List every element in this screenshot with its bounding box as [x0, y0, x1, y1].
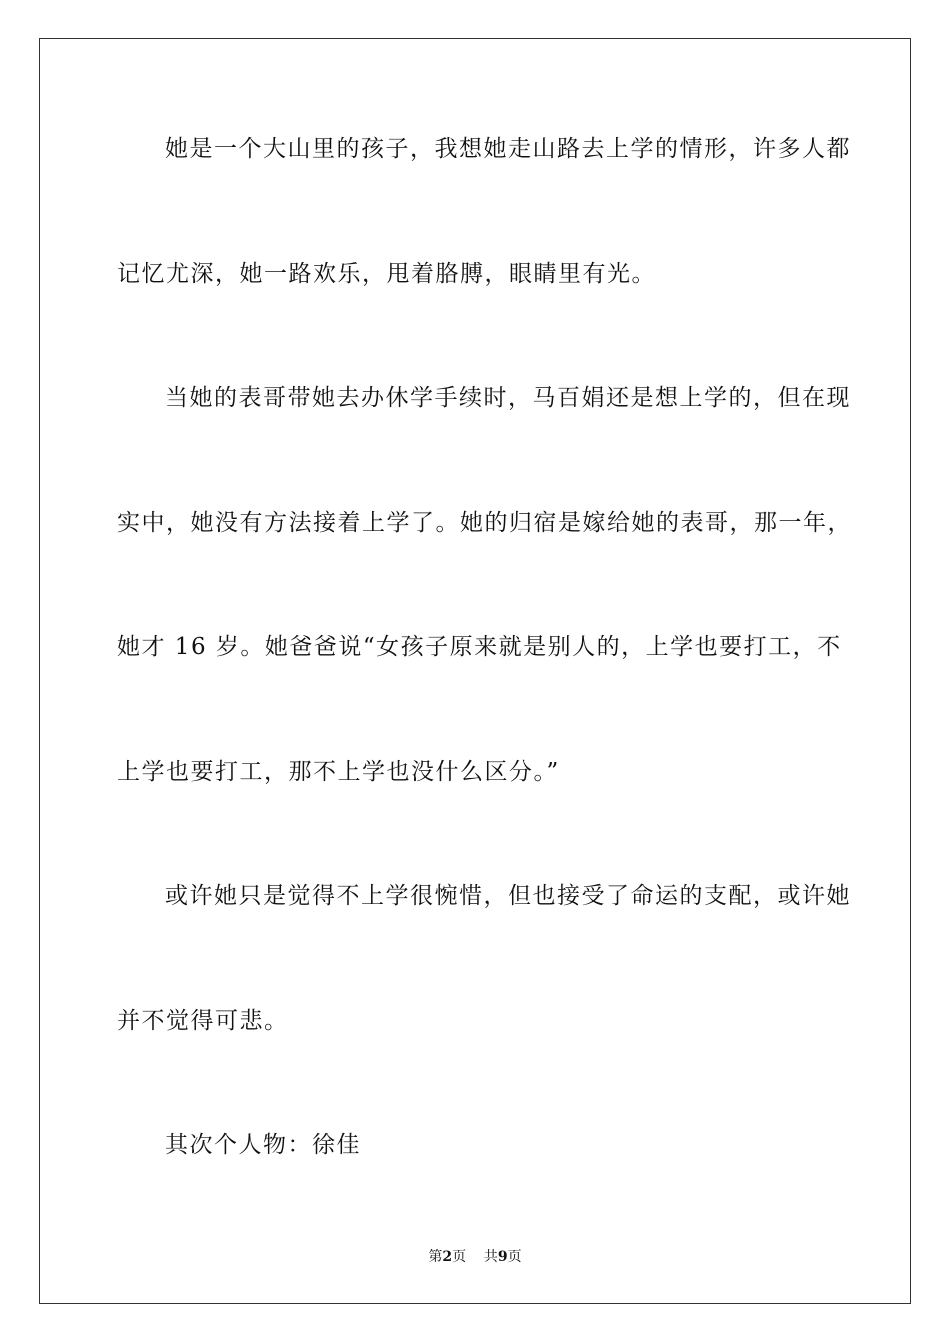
page-current: 2 [442, 1249, 453, 1265]
paragraph-2-line-4: 上学也要打工，那不上学也没什么区分。” [117, 759, 560, 785]
paragraph-2-line-2: 实中，她没有方法接着上学了。她的归宿是嫁给她的表哥，那一年， [117, 510, 852, 536]
paragraph-3-line-2: 并不觉得可悲。 [117, 1008, 289, 1034]
total-prefix: 共 [483, 1249, 498, 1265]
paragraph-1-line-2: 记忆尤深，她一路欢乐，甩着胳膊，眼睛里有光。 [117, 261, 656, 287]
total-suffix: 页 [507, 1249, 522, 1265]
paragraph-2-line-3: 她才 16 岁。她爸爸说“女孩子原来就是别人的，上学也要打工，不 [117, 634, 842, 660]
page-frame [39, 38, 911, 1304]
paragraph-3-line-1: 或许她只是觉得不上学很惋惜，但也接受了命运的支配，或许她 [165, 883, 851, 909]
page-footer [0, 1248, 950, 1266]
paragraph-1-line-1: 她是一个大山里的孩子，我想她走山路去上学的情形，许多人都 [165, 136, 851, 162]
page-prefix: 第 [428, 1249, 443, 1265]
page-suffix: 页 [452, 1249, 467, 1265]
paragraph-4-line-1: 其次个人物：徐佳 [165, 1132, 361, 1158]
page-total: 9 [497, 1249, 508, 1265]
paragraph-2-line-1: 当她的表哥带她去办休学手续时，马百娟还是想上学的，但在现 [165, 385, 851, 411]
